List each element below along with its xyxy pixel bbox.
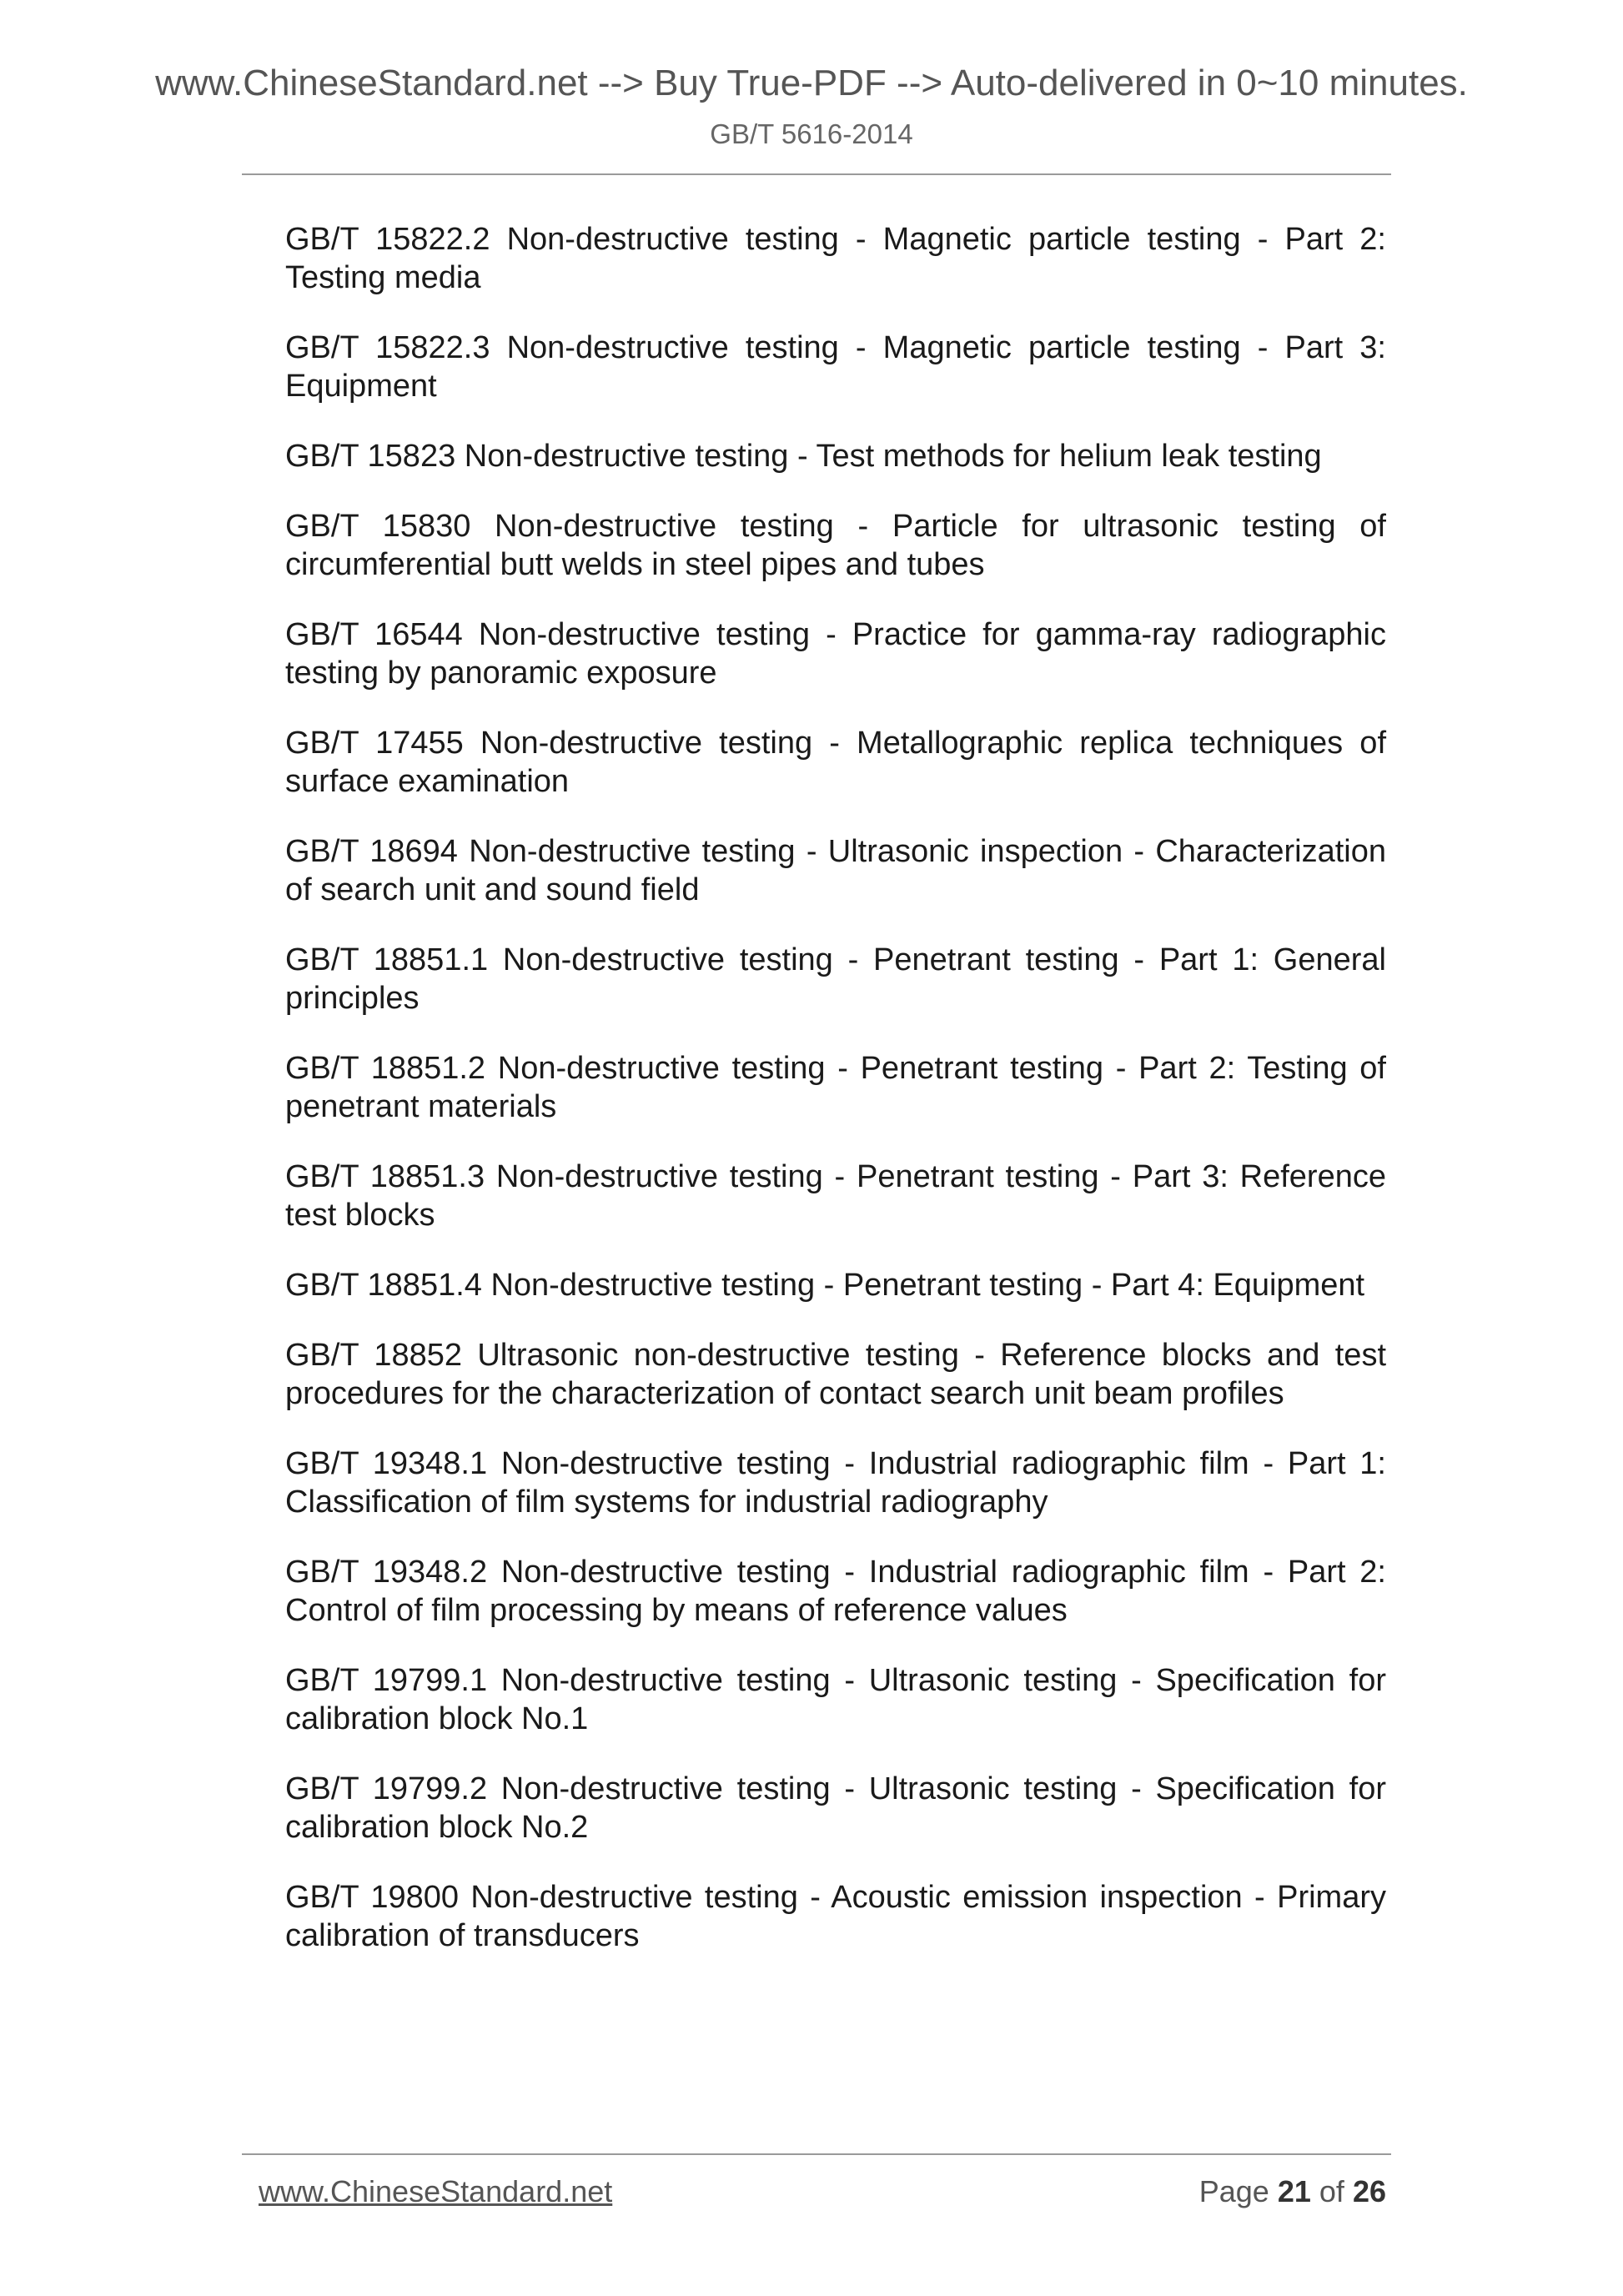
reference-item: GB/T 18851.4 Non-destructive testing - Penetrant testing - Part 4: Equipment <box>285 1268 1365 1303</box>
header-banner: www.ChineseStandard.net --> Buy True-PDF --> Auto-delivered in 0~10 minutes. <box>155 63 1468 103</box>
reference-item: GB/T 19800 Non-destructive testing - Acoustic emission inspection - Primary calibration of transducers <box>285 1880 1386 1953</box>
header-divider <box>242 173 1391 175</box>
current-page-number: 21 <box>1277 2174 1311 2208</box>
reference-item: GB/T 18851.3 Non-destructive testing - Penetrant testing - Part 3: Reference test blocks <box>285 1159 1386 1233</box>
reference-item: GB/T 15822.2 Non-destructive testing - Magnetic particle testing - Part 2: Testing media <box>285 222 1386 295</box>
page-indicator <box>1198 2174 1386 2208</box>
footer-divider <box>242 2153 1391 2155</box>
reference-item: GB/T 17455 Non-destructive testing - Metallographic replica techniques of surface examination <box>285 726 1386 799</box>
standard-code: GB/T 5616-2014 <box>710 118 913 149</box>
page-word: Page <box>1198 2174 1269 2208</box>
reference-list <box>285 220 1386 1987</box>
reference-item: GB/T 19348.1 Non-destructive testing - Industrial radiographic film - Part 1: Classification of film systems for industrial radiography <box>285 1446 1386 1520</box>
reference-item: GB/T 19799.2 Non-destructive testing - Ultrasonic testing - Specification for calibration block No.2 <box>285 1771 1386 1845</box>
footer-site-link[interactable]: www.ChineseStandard.net <box>259 2174 613 2208</box>
total-page-number: 26 <box>1352 2174 1386 2208</box>
reference-item: GB/T 15830 Non-destructive testing - Particle for ultrasonic testing of circumferential butt welds in steel pipes and tubes <box>285 509 1386 582</box>
page-of-word: of <box>1319 2174 1344 2208</box>
reference-item: GB/T 18852 Ultrasonic non-destructive testing - Reference blocks and test procedures for the characterization of contact search unit beam profiles <box>285 1338 1386 1411</box>
reference-item: GB/T 16544 Non-destructive testing - Practice for gamma-ray radiographic testing by panoramic exposure <box>285 617 1386 691</box>
reference-item: GB/T 19348.2 Non-destructive testing - Industrial radiographic film - Part 2: Control of film processing by means of reference values <box>285 1555 1386 1628</box>
reference-item: GB/T 18851.2 Non-destructive testing - Penetrant testing - Part 2: Testing of penetrant materials <box>285 1051 1386 1124</box>
reference-item: GB/T 18694 Non-destructive testing - Ultrasonic inspection - Characterization of search unit and sound field <box>285 834 1386 907</box>
reference-item: GB/T 19799.1 Non-destructive testing - Ultrasonic testing - Specification for calibration block No.1 <box>285 1663 1386 1736</box>
reference-item: GB/T 15823 Non-destructive testing - Test methods for helium leak testing <box>285 439 1322 474</box>
reference-item: GB/T 18851.1 Non-destructive testing - Penetrant testing - Part 1: General principles <box>285 942 1386 1016</box>
reference-item: GB/T 15822.3 Non-destructive testing - Magnetic particle testing - Part 3: Equipment <box>285 330 1386 404</box>
